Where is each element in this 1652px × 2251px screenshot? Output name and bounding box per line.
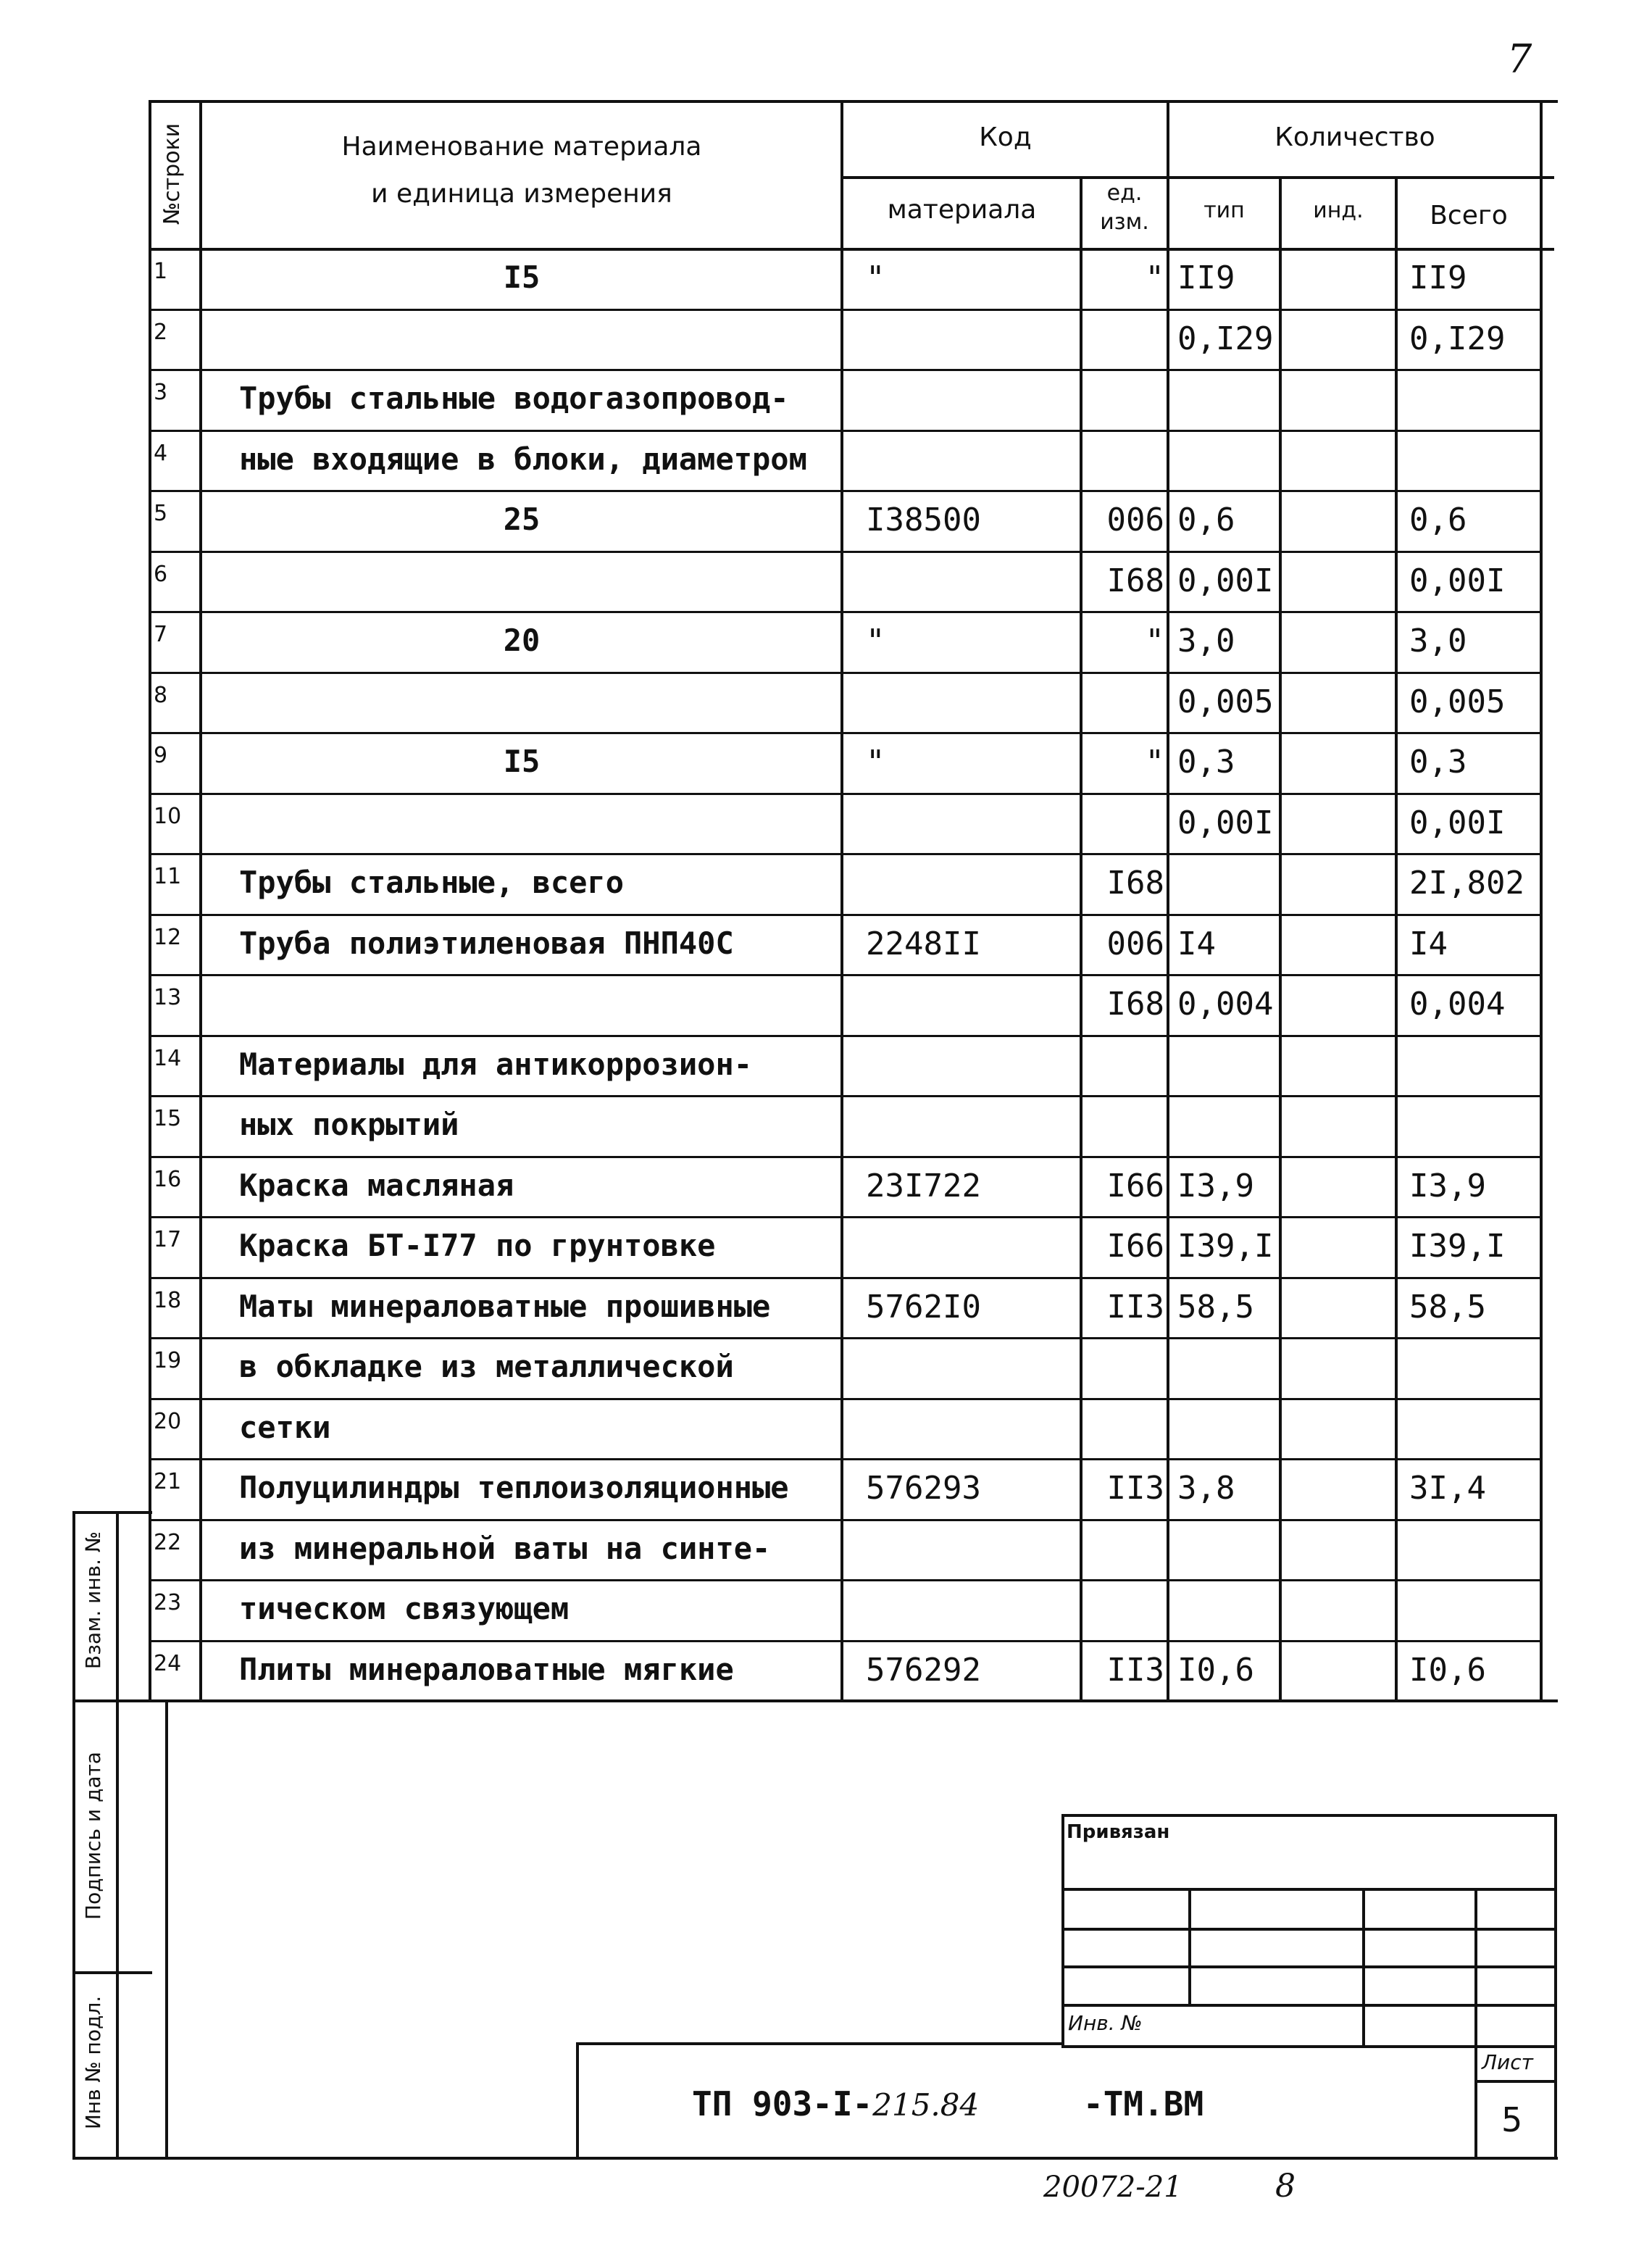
material-code: I38500 <box>866 502 981 538</box>
table-row <box>0 551 1652 612</box>
material-name: Труба полиэтиленовая ПНП40С <box>239 925 734 961</box>
table-row <box>0 853 1652 914</box>
code-unit-header-line2: изм. <box>1100 209 1149 235</box>
table-row <box>0 248 1652 309</box>
material-name: Краска БТ-I77 по грунтовке <box>239 1228 716 1263</box>
code-header: Код <box>979 122 1032 152</box>
table-row <box>0 1640 1652 1701</box>
quantity-type: 0,004 <box>1177 986 1274 1023</box>
quantity-total: 3I,4 <box>1409 1470 1486 1507</box>
unit-code: I66 <box>1106 1168 1164 1204</box>
page-number-top: 7 <box>1507 36 1532 82</box>
unit-code: II3 <box>1106 1289 1164 1326</box>
quantity-type: 0,00I <box>1177 562 1274 599</box>
name-header-line1: Наименование материала <box>341 132 702 162</box>
row-number: 22 <box>154 1530 182 1555</box>
row-number: 7 <box>154 622 168 647</box>
table-row <box>0 974 1652 1035</box>
quantity-type: I4 <box>1177 925 1216 962</box>
material-code: 23I722 <box>866 1168 981 1204</box>
quantity-type: 0,00I <box>1177 804 1274 841</box>
table-row <box>0 793 1652 854</box>
row-number: 6 <box>154 562 168 587</box>
table-row <box>0 611 1652 672</box>
table-row <box>0 490 1652 551</box>
quantity-total-header: Всего <box>1430 201 1508 230</box>
material-code: 2248II <box>866 925 981 962</box>
row-number: 5 <box>154 501 168 526</box>
row-number: 21 <box>154 1469 182 1494</box>
material-name: тическом связующем <box>239 1591 570 1626</box>
unit-code: 006 <box>1106 925 1164 962</box>
unit-code: II3 <box>1106 1470 1164 1507</box>
material-name: Трубы стальные водогазопровод- <box>239 380 789 416</box>
document-code-handwritten: 215.84 <box>872 2087 980 2123</box>
material-name: Плиты минераловатные мягкие <box>239 1652 734 1687</box>
material-code: " <box>866 623 885 660</box>
quantity-type: 0,005 <box>1177 683 1274 720</box>
quantity-total: I4 <box>1409 925 1448 962</box>
material-name: I5 <box>503 744 541 779</box>
material-name: 20 <box>503 623 541 658</box>
table-row <box>0 914 1652 975</box>
material-code: 576293 <box>866 1470 981 1507</box>
material-name: в обкладке из металлической <box>239 1349 734 1384</box>
material-name: I5 <box>503 259 541 295</box>
row-number: 2 <box>154 320 168 345</box>
table-row <box>0 1337 1652 1398</box>
quantity-header: Количество <box>1275 122 1435 152</box>
quantity-total: 0,00I <box>1409 804 1506 841</box>
quantity-total: 0,6 <box>1409 502 1467 538</box>
unit-code: I68 <box>1106 865 1164 902</box>
quantity-type: I39,I <box>1177 1228 1274 1265</box>
row-number: 9 <box>154 743 168 768</box>
quantity-type-header: тип <box>1203 198 1245 223</box>
material-name: ных покрытий <box>239 1107 459 1142</box>
table-row <box>0 430 1652 491</box>
inv-no-label: Инв. № <box>1068 2011 1143 2035</box>
material-name: ные входящие в блоки, диаметром <box>239 441 807 477</box>
material-code: 576292 <box>866 1652 981 1689</box>
row-number: 1 <box>154 259 168 284</box>
quantity-total: II9 <box>1409 259 1467 296</box>
table-row <box>0 1035 1652 1096</box>
order-number: 20072-21 <box>1043 2171 1182 2204</box>
table-row <box>0 1095 1652 1156</box>
side-label-inv-podl: Инв № подл. <box>81 1995 105 2130</box>
row-number: 12 <box>154 925 182 950</box>
quantity-type: 58,5 <box>1177 1289 1254 1326</box>
quantity-total: I0,6 <box>1409 1652 1486 1689</box>
footer-page-handwritten: 8 <box>1275 2168 1296 2205</box>
table-row <box>0 1398 1652 1459</box>
quantity-total: I39,I <box>1409 1228 1506 1265</box>
material-name: Краска масляная <box>239 1168 514 1203</box>
side-label-vzam-inv: Взам. инв. № <box>81 1531 105 1670</box>
quantity-type: 3,0 <box>1177 623 1235 660</box>
quantity-total: 0,I29 <box>1409 320 1506 357</box>
row-number: 19 <box>154 1348 182 1373</box>
unit-code: I68 <box>1106 562 1164 599</box>
unit-code: " <box>1145 259 1164 296</box>
material-name: 25 <box>503 502 541 537</box>
row-number: 15 <box>154 1106 182 1131</box>
quantity-type: II9 <box>1177 259 1235 296</box>
name-header-line2: и единица измерения <box>371 179 672 209</box>
quantity-type: I0,6 <box>1177 1652 1254 1689</box>
quantity-ind-header: инд. <box>1313 198 1364 223</box>
row-number: 8 <box>154 683 168 708</box>
document-code-prefix: ТП 903-I- <box>692 2084 873 2123</box>
document-code <box>692 2084 980 2123</box>
row-number: 10 <box>154 804 182 829</box>
quantity-total: 2I,802 <box>1409 865 1524 902</box>
quantity-total: I3,9 <box>1409 1168 1486 1204</box>
row-number: 11 <box>154 864 182 889</box>
table-row <box>0 1216 1652 1277</box>
row-number: 4 <box>154 441 168 466</box>
quantity-type: 3,8 <box>1177 1470 1235 1507</box>
table-row <box>0 309 1652 370</box>
quantity-total: 58,5 <box>1409 1289 1486 1326</box>
unit-code: " <box>1145 623 1164 660</box>
unit-code: " <box>1145 744 1164 781</box>
sheet-label: Лист <box>1482 2050 1533 2074</box>
material-name: Маты минераловатные прошивные <box>239 1289 771 1324</box>
table-row <box>0 1519 1652 1580</box>
table-row <box>0 1458 1652 1519</box>
row-number: 17 <box>154 1227 182 1252</box>
material-code: " <box>866 744 885 781</box>
material-code: 5762I0 <box>866 1289 981 1326</box>
row-number: 14 <box>154 1046 182 1071</box>
quantity-total: 0,3 <box>1409 744 1467 781</box>
unit-code: II3 <box>1106 1652 1164 1689</box>
document-suffix: -ТМ.ВМ <box>1083 2084 1204 2123</box>
row-number: 23 <box>154 1590 182 1615</box>
table-row <box>0 1579 1652 1640</box>
code-material-header: материала <box>887 195 1037 225</box>
code-unit-header-line1: ед. <box>1106 180 1143 206</box>
quantity-total: 0,005 <box>1409 683 1506 720</box>
material-name: сетки <box>239 1410 331 1445</box>
quantity-total: 0,00I <box>1409 562 1506 599</box>
row-number: 13 <box>154 985 182 1010</box>
quantity-type: 0,I29 <box>1177 320 1274 357</box>
side-label-podpis-data: Подпись и дата <box>81 1752 105 1920</box>
material-name: Полуцилиндры теплоизоляционные <box>239 1470 789 1505</box>
row-number: 20 <box>154 1409 182 1434</box>
quantity-type: 0,3 <box>1177 744 1235 781</box>
material-name: из минеральной ваты на синте- <box>239 1531 771 1566</box>
material-name: Трубы стальные, всего <box>239 865 625 900</box>
row-number: 18 <box>154 1288 182 1313</box>
material-code: " <box>866 259 885 296</box>
table-row <box>0 1156 1652 1217</box>
row-number: 16 <box>154 1167 182 1192</box>
table-row <box>0 732 1652 793</box>
table-row <box>0 672 1652 733</box>
unit-code: I68 <box>1106 986 1164 1023</box>
row-number: 24 <box>154 1651 182 1676</box>
quantity-type: 0,6 <box>1177 502 1235 538</box>
privyazan-label: Привязан <box>1067 1821 1170 1843</box>
quantity-type: I3,9 <box>1177 1168 1254 1204</box>
unit-code: 006 <box>1106 502 1164 538</box>
row-number-header: №строки <box>159 122 185 225</box>
table-row <box>0 1277 1652 1338</box>
sheet-number: 5 <box>1501 2100 1523 2139</box>
quantity-total: 0,004 <box>1409 986 1506 1023</box>
row-number: 3 <box>154 380 168 405</box>
material-name: Материалы для антикоррозион- <box>239 1047 753 1082</box>
table-row <box>0 369 1652 430</box>
unit-code: I66 <box>1106 1228 1164 1265</box>
quantity-total: 3,0 <box>1409 623 1467 660</box>
